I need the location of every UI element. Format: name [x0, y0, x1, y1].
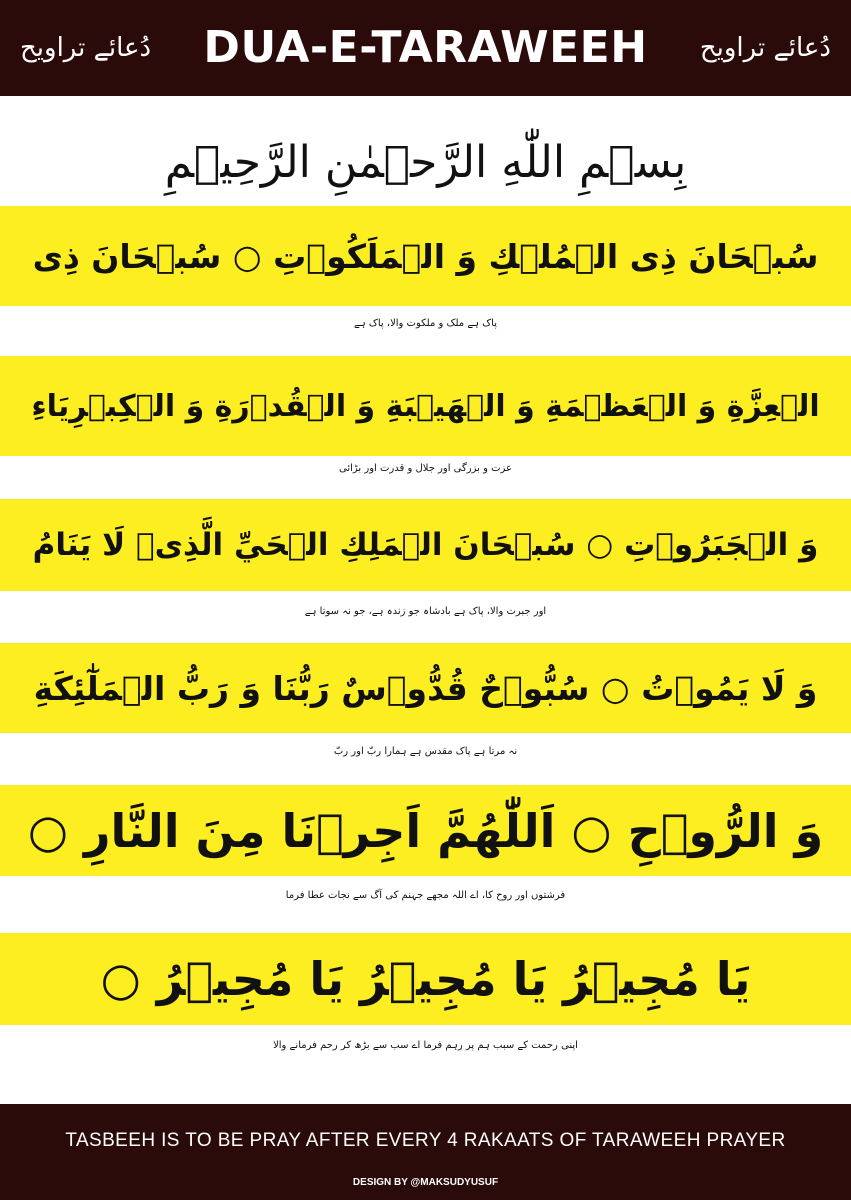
verse-band-5	[0, 785, 851, 876]
verse-urdu-3: اور جبرت والا، پاک ہے بادشاہ جو زندہ ہے، جو نہ سوتا ہے	[304, 606, 547, 617]
verse-band-4	[0, 643, 851, 733]
verse-band-1	[0, 206, 851, 306]
verse-arabic-6: يَا مُجِيۡرُ يَا مُجِيۡرُ يَا مُجِيۡرُ ○	[100, 952, 751, 1006]
verse-arabic-2: الۡعِزَّةِ وَ الۡعَظۡمَةِ وَ الۡهَيۡبَةِ وَ الۡقُدۡرَةِ وَ الۡكِبۡرِيَاءِ	[31, 388, 820, 424]
verse-urdu-4: نہ مرتا ہے پاک مقدس ہے ہمارا ربّ اور ربّ	[333, 746, 518, 757]
verse-band-6	[0, 933, 851, 1025]
verse-urdu-2: عزت و بزرگی اور جلال و قدرت اور بڑائی	[339, 463, 512, 474]
verse-band-2	[0, 356, 851, 456]
verse-band-3	[0, 499, 851, 591]
verse-urdu-6: اپنی رحمت کے سبب ہم پر رہم فرما اے سب سے بڑھ کر رحم فرمانے والا	[273, 1040, 578, 1051]
verse-arabic-5: وَ الرُّوۡحِ ○ اَللّٰهُمَّ اَجِرۡنَا مِنَ النَّارِ ○	[27, 803, 824, 858]
bismillah: بِسۡمِ اللّٰهِ الرَّحۡمٰنِ الرَّحِيۡمِ	[164, 137, 687, 188]
urdu-title-left: دُعائے تراویح	[20, 33, 152, 63]
verse-urdu-5: فرشتوں اور روح کا، اے اللہ مجھے جہنم کی آگ سے نجات عطا فرما	[285, 890, 566, 901]
verse-urdu-1: پاک ہے ملک و ملکوت والا، پاک ہے	[353, 318, 497, 329]
verse-arabic-1: سُبۡحَانَ ذِی الۡمُلۡكِ وَ الۡمَلَكُوۡتِ ○ سُبۡحَانَ ذِی	[32, 236, 819, 276]
urdu-title-right: دُعائے تراویح	[699, 33, 831, 63]
verse-arabic-4: وَ لَا يَمُوۡتُ ○ سُبُّوۡحٌ قُدُّوۡسٌ رَبُّنَا وَ رَبُّ الۡمَلٰٓئِكَةِ	[33, 668, 818, 708]
verse-arabic-3: وَ الۡجَبَرُوۡتِ ○ سُبۡحَانَ الۡمَلِكِ الۡحَيِّ الَّذِیۡ لَا يَنَامُ	[32, 527, 819, 563]
page-title: DUA-E-TARAWEEH	[203, 22, 648, 73]
footer-credit: DESIGN BY @MAKSUDYUSUF	[352, 1177, 499, 1188]
footer-note: TASBEEH IS TO BE PRAY AFTER EVERY 4 RAKAATS OF TARAWEEH PRAYER	[65, 1130, 786, 1151]
